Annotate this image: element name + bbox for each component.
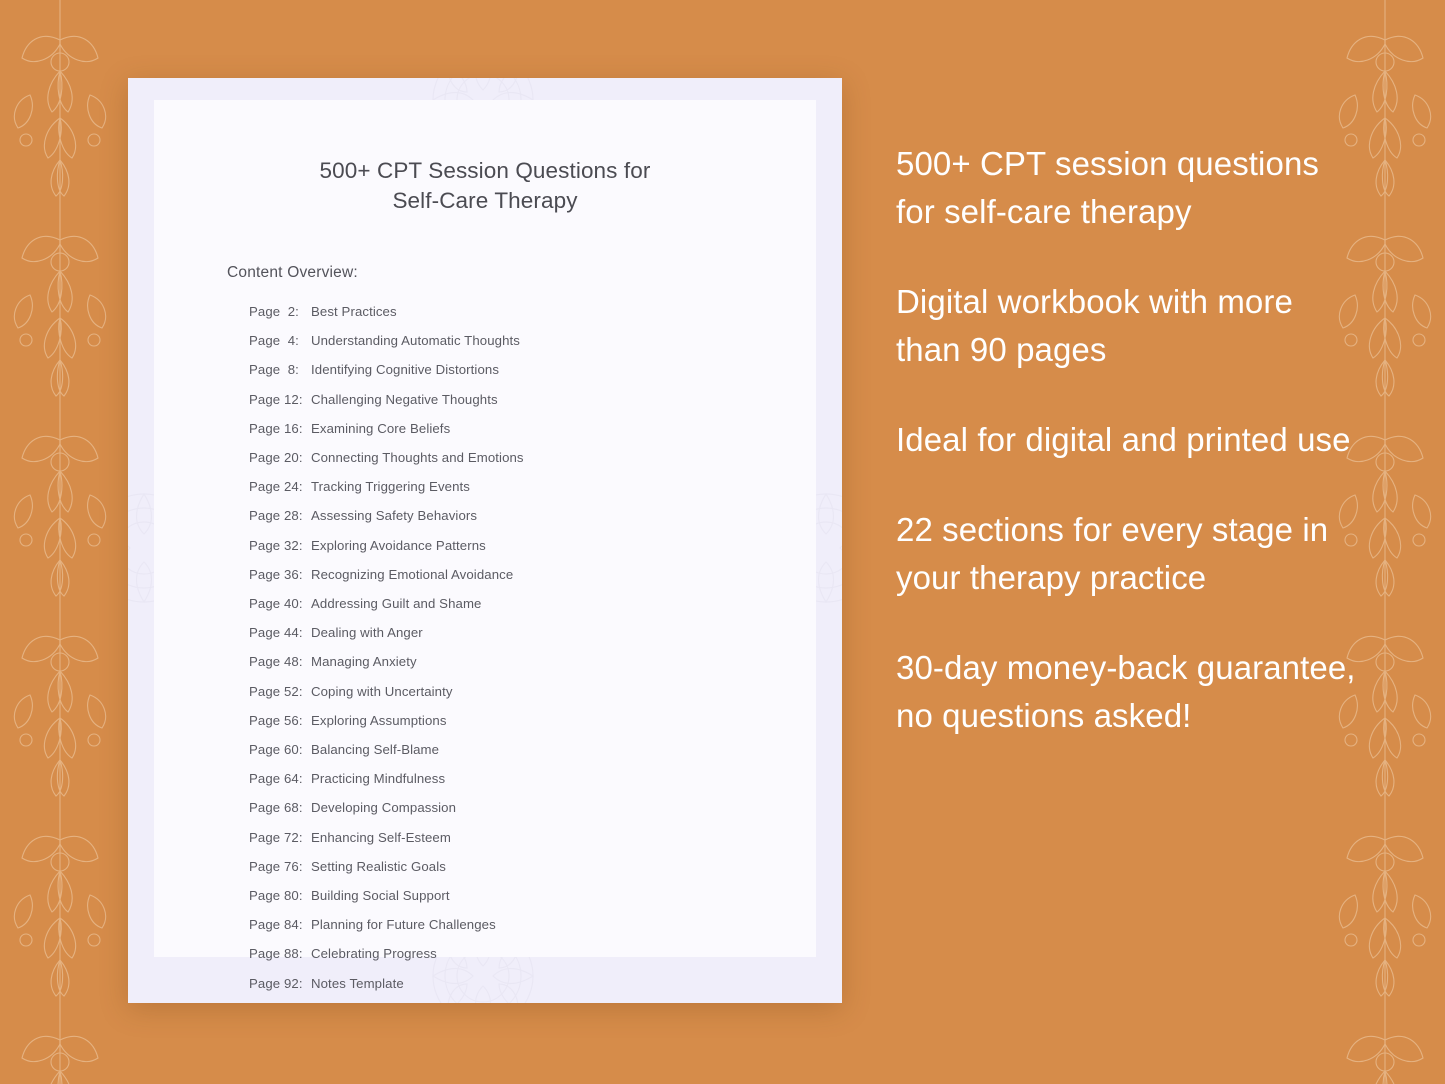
toc-section-title: Practicing Mindfulness [311, 771, 446, 787]
toc-entry [249, 647, 816, 676]
toc-page-number: Page 56: [249, 712, 303, 728]
toc-section-title: Developing Compassion [311, 800, 457, 816]
toc-section-title: Building Social Support [311, 888, 450, 904]
toc-entry [249, 823, 816, 852]
toc-section-title: Addressing Guilt and Shame [311, 596, 482, 612]
toc-page-number: Page 16: [249, 420, 303, 436]
toc-entry [249, 706, 816, 735]
toc-page-number: Page 12: [249, 391, 303, 407]
toc-section-title: Assessing Safety Behaviors [311, 508, 478, 524]
toc-section-title: Exploring Avoidance Patterns [311, 537, 486, 553]
toc-section-title: Tracking Triggering Events [311, 479, 470, 495]
toc-page-number: Page 48: [249, 654, 303, 670]
toc-entry [249, 618, 816, 647]
toc-entry [249, 355, 816, 384]
toc-entry [249, 852, 816, 881]
toc-entry [249, 501, 816, 530]
toc-entry [249, 297, 816, 326]
toc-page-number: Page 20: [249, 450, 303, 466]
toc-page-number: Page 80: [249, 888, 303, 904]
toc-entry [249, 969, 816, 998]
toc-entry [249, 793, 816, 822]
toc-entry [249, 881, 816, 910]
document-title [154, 156, 816, 216]
toc-entry [249, 443, 816, 472]
toc-section-title: Enhancing Self-Esteem [311, 829, 451, 845]
toc-entry [249, 560, 816, 589]
document-title-line1: 500+ CPT Session Questions for [319, 158, 651, 183]
toc-entry [249, 589, 816, 618]
document-title-line2: Self-Care Therapy [392, 188, 578, 213]
toc-page-number: Page 76: [249, 858, 303, 874]
toc-section-title: Recognizing Emotional Avoidance [311, 566, 514, 582]
toc-section-title: Examining Core Beliefs [311, 420, 451, 436]
toc-page-number: Page 2: [249, 304, 299, 319]
toc-entry [249, 735, 816, 764]
toc-section-title: Managing Anxiety [311, 654, 417, 670]
left-floral-border [0, 0, 120, 1084]
toc-page-number: Page 68: [249, 800, 303, 816]
toc-page-number: Page 88: [249, 946, 303, 962]
toc-page-number: Page 64: [249, 771, 303, 787]
feature-item: Digital workbook with more than 90 pages [896, 283, 1293, 368]
toc-section-title: Balancing Self-Blame [311, 742, 440, 758]
toc-section-title: Coping with Uncertainty [311, 683, 453, 699]
toc-entry [249, 939, 816, 968]
workbook-page-inner [154, 100, 816, 991]
toc-entry [249, 472, 816, 501]
toc-section-title: Notes Template [311, 975, 404, 991]
toc-section-title: Planning for Future Challenges [311, 917, 496, 933]
toc-page-number: Page 32: [249, 537, 303, 553]
feature-list [896, 140, 1366, 740]
feature-item: 30-day money-back guarantee, no questions asked! [896, 649, 1356, 734]
toc-entry [249, 910, 816, 939]
toc-section-title: Exploring Assumptions [311, 712, 447, 728]
toc-section-title: Identifying Cognitive Distortions [311, 362, 500, 378]
toc-entry [249, 385, 816, 414]
toc-section-title: Best Practices [311, 304, 397, 319]
toc-page-number: Page 84: [249, 917, 303, 933]
feature-item: 22 sections for every stage in your therapy practice [896, 511, 1329, 596]
toc-page-number: Page 72: [249, 829, 303, 845]
toc-page-number: Page 28: [249, 508, 303, 524]
toc-entry [249, 531, 816, 560]
content-overview-label: Content Overview: [227, 264, 358, 281]
toc-entry [249, 677, 816, 706]
toc-section-title: Understanding Automatic Thoughts [311, 333, 520, 349]
workbook-page-card [128, 78, 842, 1003]
toc-page-number: Page 60: [249, 742, 303, 758]
toc-page-number: Page 44: [249, 625, 303, 641]
toc-page-number: Page 24: [249, 479, 303, 495]
table-of-contents [249, 297, 816, 998]
toc-page-number: Page 8: [249, 362, 299, 378]
toc-page-number: Page 4: [249, 333, 299, 349]
toc-page-number: Page 40: [249, 596, 303, 612]
toc-page-number: Page 92: [249, 975, 303, 991]
toc-entry [249, 764, 816, 793]
toc-page-number: Page 52: [249, 683, 303, 699]
toc-section-title: Challenging Negative Thoughts [311, 391, 498, 407]
toc-section-title: Dealing with Anger [311, 625, 423, 641]
feature-item: Ideal for digital and printed use [896, 421, 1351, 458]
feature-item: 500+ CPT session questions for self-care therapy [896, 145, 1319, 230]
toc-section-title: Setting Realistic Goals [311, 858, 446, 874]
toc-entry [249, 414, 816, 443]
toc-page-number: Page 36: [249, 566, 303, 582]
toc-entry [249, 326, 816, 355]
toc-section-title: Celebrating Progress [311, 946, 437, 962]
toc-section-title: Connecting Thoughts and Emotions [311, 450, 524, 466]
